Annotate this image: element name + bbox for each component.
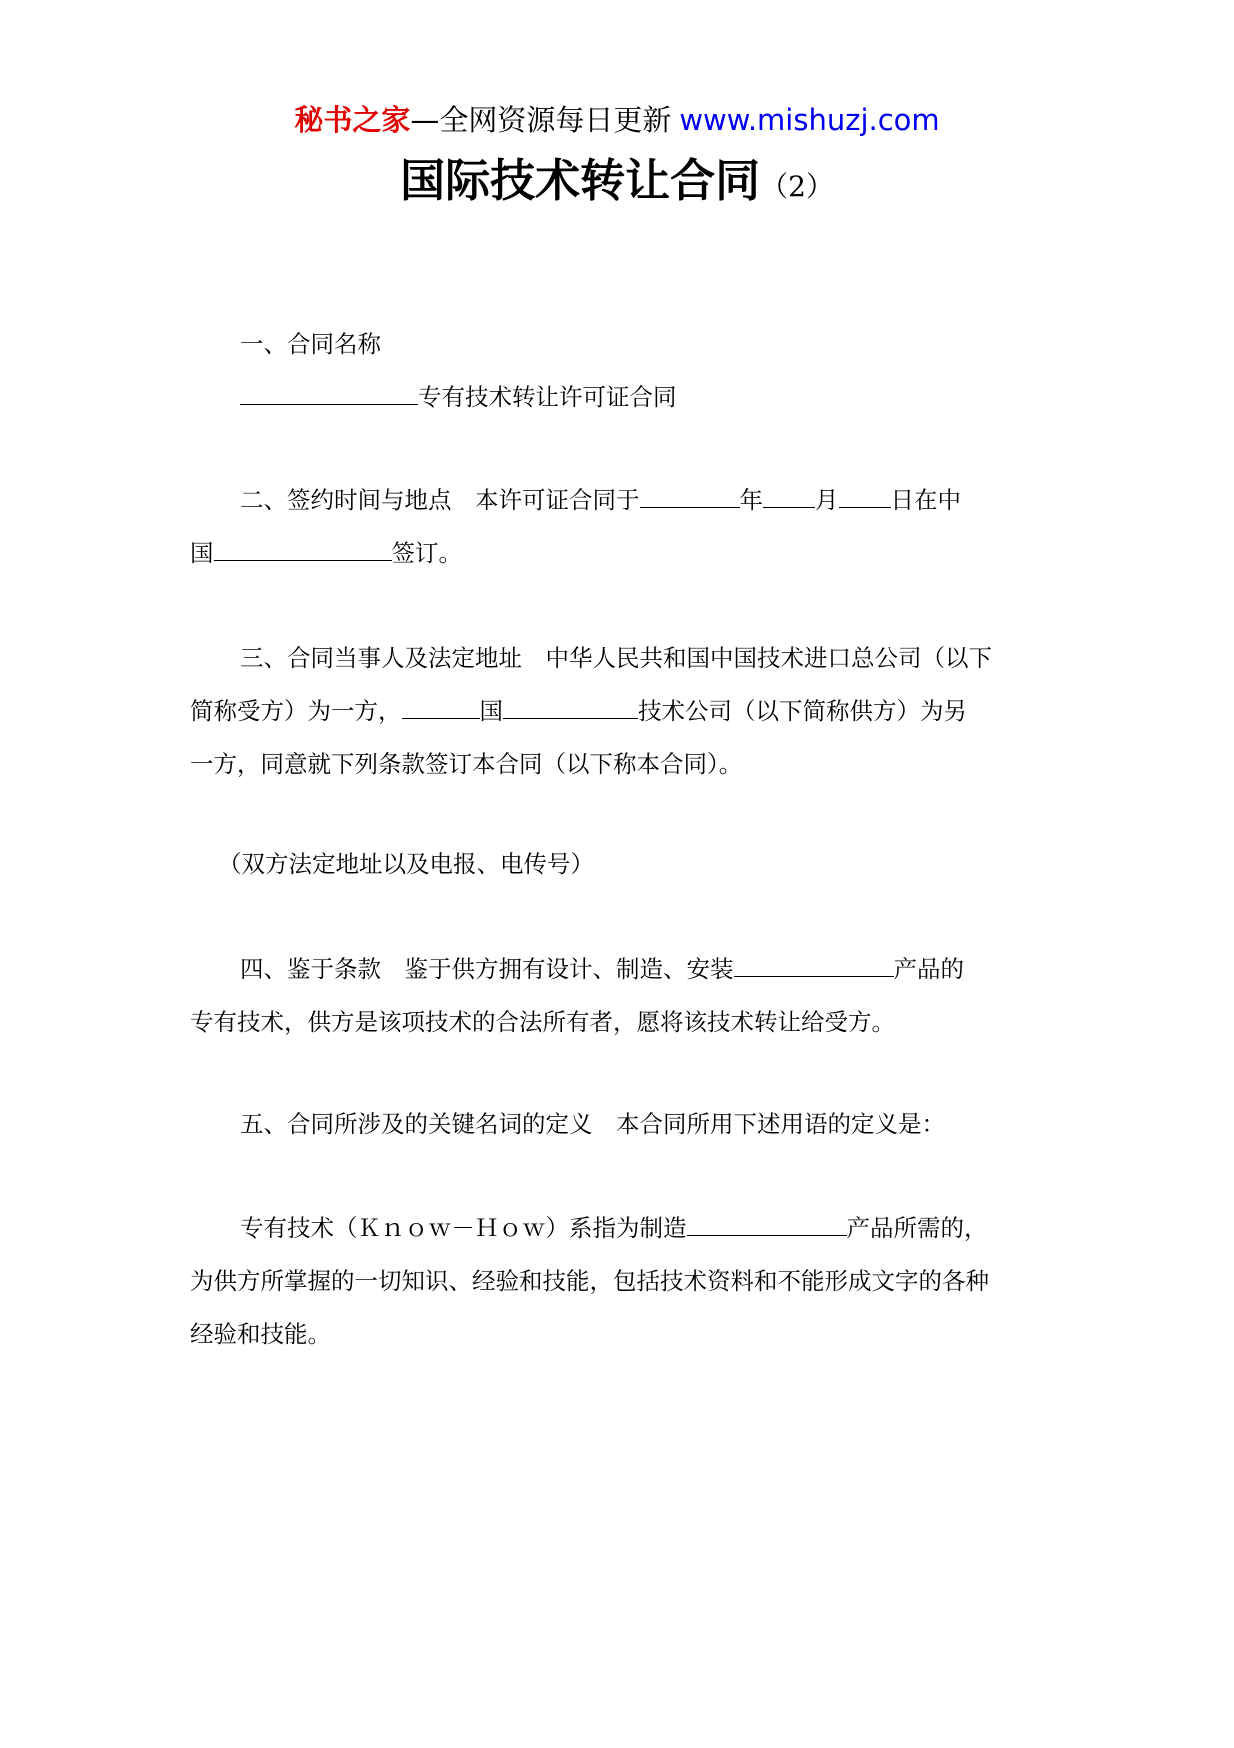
title-suffix: （2） [760, 170, 834, 203]
section-5-heading [190, 1108, 1100, 1140]
section-5-line-2 [190, 1265, 1050, 1297]
section-text: 简称受方）为一方， [190, 697, 402, 725]
section-2-line-1 [190, 484, 1100, 516]
section-4-line-1 [190, 953, 1100, 985]
section-text: 四、鉴于条款 鉴于供方拥有设计、制造、安装 [240, 955, 734, 983]
section-text: 产品所需的， [846, 1214, 988, 1242]
section-text: 专有技术（Ｋｎｏｗ－Ｈｏｗ）系指为制造 [240, 1214, 687, 1242]
fill-blank [734, 954, 894, 977]
section-3-line-2 [190, 695, 1050, 727]
site-url[interactable]: www.mishuzj.com [679, 103, 940, 137]
section-text: 一、合同名称 [240, 330, 381, 358]
section-text: 签订。 [391, 539, 462, 567]
section-text: 国 [190, 539, 214, 567]
brand-name: 秘书之家 [294, 103, 411, 137]
section-4-line-2 [190, 1006, 1050, 1038]
fill-blank [214, 538, 392, 561]
section-text: 二、签约时间与地点 本许可证合同于 [240, 486, 640, 514]
section-text: 产品的 [893, 955, 964, 983]
section-text: 为供方所掌握的一切知识、经验和技能，包括技术资料和不能形成文字的各种 [190, 1267, 989, 1295]
header-slogan: —全网资源每日更新 [410, 103, 672, 137]
section-text: 年 [739, 486, 763, 514]
site-header [0, 100, 1234, 140]
section-text: 国 [479, 697, 503, 725]
section-3-note [218, 848, 1078, 880]
section-5-line-1 [190, 1212, 1100, 1244]
section-3-line-1 [190, 642, 1100, 674]
fill-blank [503, 696, 638, 719]
section-text: 五、合同所涉及的关键名词的定义 本合同所用下述用语的定义是： [240, 1110, 945, 1138]
fill-blank [640, 485, 740, 508]
section-text: 日在中 [890, 486, 961, 514]
section-2-line-2 [190, 537, 1050, 569]
section-text: 经验和技能。 [190, 1320, 331, 1348]
section-1-heading [190, 328, 1100, 360]
section-text: 月 [815, 486, 839, 514]
document-title [0, 153, 1234, 219]
section-text: 一方，同意就下列条款签订本合同（以下称本合同）。 [190, 750, 743, 778]
fill-blank [687, 1213, 847, 1236]
section-5-line-3 [190, 1318, 1050, 1350]
section-text: 三、合同当事人及法定地址 中华人民共和国中国技术进口总公司（以下 [240, 644, 992, 672]
fill-blank [240, 382, 418, 405]
section-3-line-3 [190, 748, 1050, 780]
section-1-text [190, 381, 1100, 413]
section-text: 专有技术转让许可证合同 [418, 383, 677, 411]
fill-blank [839, 485, 891, 508]
section-text: （双方法定地址以及电报、电传号） [218, 850, 594, 878]
section-text: 技术公司（以下简称供方）为另 [638, 697, 967, 725]
section-text: 专有技术，供方是该项技术的合法所有者，愿将该技术转让给受方。 [190, 1008, 895, 1036]
title-main: 国际技术转让合同 [400, 154, 761, 207]
fill-blank [763, 485, 815, 508]
fill-blank [402, 696, 480, 719]
